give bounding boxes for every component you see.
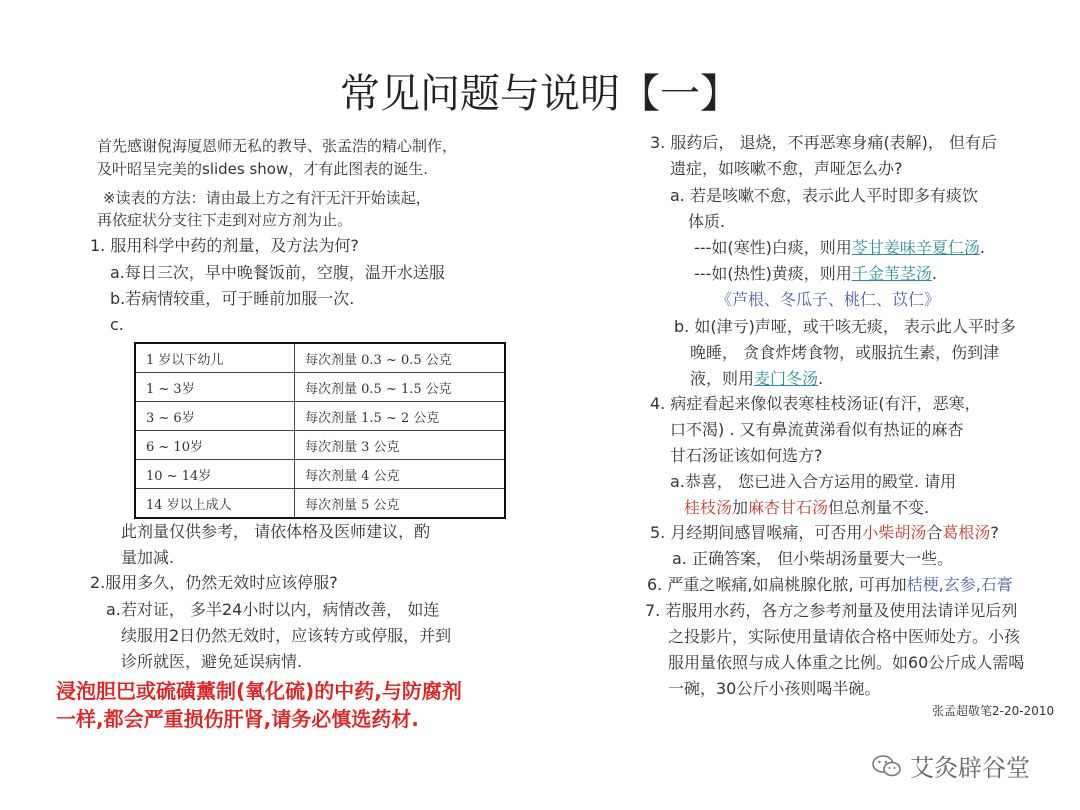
answer-4a-connector: 加 (732, 498, 749, 517)
answer-3a-hot-phlegm (694, 261, 937, 287)
dose-cell: 每次剂量 1.5 ~ 2 公克 (295, 402, 506, 431)
formula-guizhi: 桂枝汤 (684, 498, 733, 517)
watermark-text: 艾灸辟谷堂 (910, 754, 1030, 782)
question-3-line-1: 3. 服药后， 退烧，不再恶寒身痛(表解)， 但有后 (650, 133, 998, 152)
dosage-table-row (135, 431, 505, 460)
item-7-line-2: 之投影片，实际使用量请依合格中医师处方。小孩 (668, 627, 1021, 646)
question-4-line-2: 口不渴) . 又有鼻流黄涕看似有热证的麻杏 (670, 420, 964, 439)
formula-link-linggan[interactable]: 苓甘姜味辛夏仁汤 (851, 238, 980, 257)
question-5 (650, 520, 999, 546)
formula-link-qianjin[interactable]: 千金苇茎汤 (851, 264, 932, 283)
question-5-text: 5. 月经期间感冒喉痛，可否用 (650, 523, 863, 542)
answer-2a-line-3: 诊所就医，避免延误病情. (121, 652, 303, 671)
herb-list: 《芦根、冬瓜子、桃仁、苡仁》 (716, 290, 941, 309)
dosage-note-line-1: 此剂量仅供参考， 请依体格及医师建议，酌 (121, 522, 431, 541)
answer-3b-line-1: b. 如(津亏)声哑，或干咳无痰， 表示此人平时多 (674, 317, 1016, 336)
answer-4a-line-1: a.恭喜， 您已进入合方运用的殿堂. 请用 (670, 472, 957, 491)
dosage-table (134, 342, 506, 519)
dosage-table-row (135, 343, 505, 373)
dosage-table-row (135, 402, 505, 431)
age-group-cell: 10 ~ 14岁 (135, 460, 295, 489)
answer-3a-line-1: a. 若是咳嗽不愈，表示此人平时即多有痰饮 (670, 186, 978, 205)
punctuation: . (818, 369, 824, 388)
answer-3b-line-3 (690, 366, 823, 392)
watermark (872, 748, 1030, 783)
dose-cell: 每次剂量 4 公克 (295, 460, 506, 489)
warning-line-1: 浸泡胆巴或硫磺薰制(氧化硫)的中药,与防腐剂 (56, 679, 462, 703)
question-4-line-1: 4. 病症看起来像似表寒桂枝汤证(有汗，恶寒， (650, 394, 981, 413)
punctuation: . (979, 238, 985, 257)
question-5-end: ? (990, 523, 999, 542)
dose-cell: 每次剂量 0.5 ~ 1.5 公克 (295, 373, 506, 402)
age-group-cell: 3 ~ 6岁 (135, 402, 295, 431)
answer-2a-line-1: a.若对证， 多半24小时以内，病情改善， 如连 (106, 600, 440, 619)
age-group-cell: 6 ~ 10岁 (135, 431, 295, 460)
dose-cell: 每次剂量 5 公克 (295, 489, 506, 519)
punctuation: . (931, 264, 937, 283)
dose-cell: 每次剂量 0.3 ~ 0.5 公克 (295, 343, 506, 373)
age-group-cell: 1 岁以下幼儿 (135, 343, 295, 373)
dose-cell: 每次剂量 3 公克 (295, 431, 506, 460)
intro-line-1: 首先感谢倪海厦恩师无私的教导、张孟浩的精心制作， (97, 137, 458, 155)
wechat-logo-icon (872, 754, 902, 778)
question-2: 2.服用多久，仍然无效时应该停服? (90, 573, 338, 592)
formula-maxing: 麻杏甘石汤 (748, 498, 829, 517)
item-7-line-4: 一碗，30公斤小孩则喝半碗。 (668, 679, 881, 698)
intro-line-2: 及叶昭呈完美的slides show，才有此图表的诞生. (97, 160, 429, 178)
answer-5a: a. 正确答案， 但小柴胡汤量要大一些。 (672, 549, 954, 568)
formula-xiaochaihu: 小柴胡汤 (862, 523, 927, 542)
question-5-connector: 合 (926, 523, 943, 542)
dosage-table-row (135, 373, 505, 402)
question-3-line-2: 遗症，如咳嗽不愈，声哑怎么办? (670, 159, 903, 178)
formula-link-maimendong[interactable]: 麦门冬汤 (754, 369, 819, 388)
answer-1a: a.每日三次，早中晚餐饭前，空腹，温开水送服 (110, 263, 445, 282)
reading-method-line-1: ※读表的方法：请由最上方之有汗无汗开始读起， (103, 189, 431, 207)
cold-phlegm-text: ---如(寒性)白痰，则用 (694, 238, 852, 257)
dosage-note-line-2: 量加减. (121, 548, 175, 567)
answer-4a-tail: 但总剂量不变. (828, 498, 930, 517)
age-group-cell: 14 岁以上成人 (135, 489, 295, 519)
reading-method-line-2: 再依症状分支往下走到对应方剂为止。 (97, 211, 353, 229)
answer-4a-line-2 (684, 495, 929, 521)
answer-1b: b.若病情较重，可于睡前加服一次. (110, 289, 355, 308)
answer-3b-text: 液，则用 (690, 369, 755, 388)
answer-1c: c. (110, 315, 124, 334)
question-1: 1. 服用科学中药的剂量，及方法为何? (90, 236, 359, 255)
item-7-line-3: 服用量依照与成人体重之比例。如60公斤成人需喝 (668, 653, 1025, 672)
dosage-table-row (135, 460, 505, 489)
author-signature: 张孟超敬笔2-20-2010 (932, 704, 1055, 718)
hot-phlegm-text: ---如(热性)黄痰，则用 (694, 264, 852, 283)
item-6-text: 6. 严重之喉痛,如扁桃腺化脓, 可再加 (647, 575, 907, 594)
item-7-line-1: 7. 若服用水药，各方之参考剂量及使用法请详见后列 (645, 601, 1018, 620)
formula-gegen: 葛根汤 (942, 523, 991, 542)
dosage-table-row (135, 489, 505, 519)
question-4-line-3: 甘石汤证该如何选方? (670, 446, 823, 465)
answer-3a-line-2: 体质. (688, 212, 726, 231)
warning-line-2: 一样,都会严重损伤肝肾,请务必慎选药材. (56, 707, 419, 731)
page-title: 常见问题与说明【一】 (340, 71, 740, 117)
item-6 (647, 572, 1013, 598)
answer-3b-line-2: 晚睡， 贪食炸烤食物，或服抗生素，伤到津 (690, 343, 1000, 362)
answer-3a-cold-phlegm (694, 235, 985, 261)
age-group-cell: 1 ~ 3岁 (135, 373, 295, 402)
herbs-jiegeng-xuanshen-shigao: 桔梗,玄参,石膏 (906, 575, 1013, 594)
answer-2a-line-2: 续服用2日仍然无效时，应该转方或停服，并到 (121, 626, 452, 645)
